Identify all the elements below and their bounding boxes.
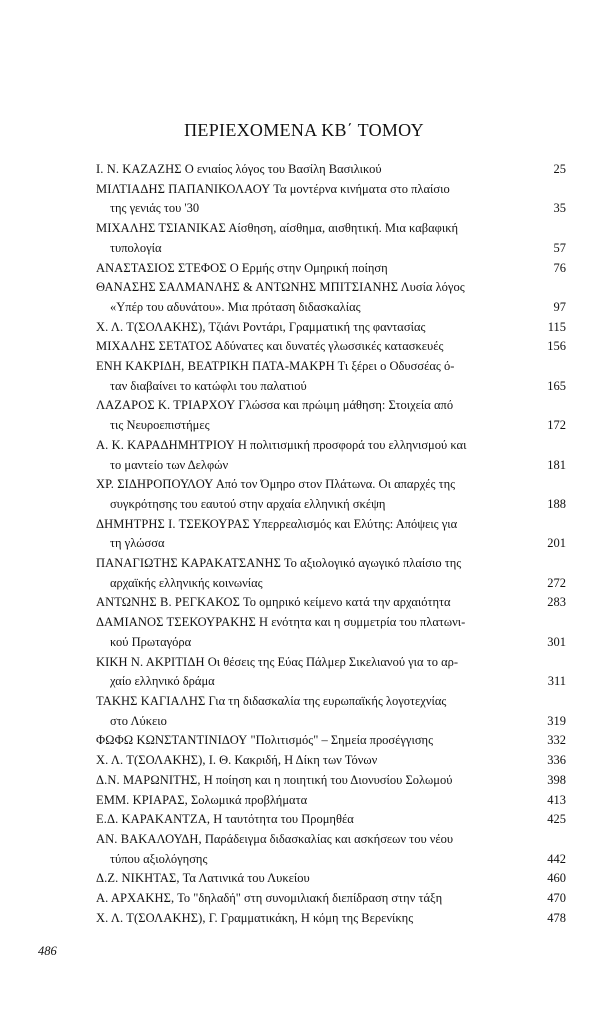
toc-entry-text	[96, 613, 566, 652]
toc-entry-author: ΑΝΑΣΤΑΣΙΟΣ ΣΤΕΦΟΣ	[96, 260, 227, 275]
toc-entry	[96, 180, 566, 219]
toc-entry-title-continuation: χαίο ελληνικό δράμα	[110, 674, 215, 689]
toc-entry	[96, 554, 566, 593]
toc-entry-page-number: 442	[547, 851, 566, 866]
toc-entry-page-number: 311	[547, 674, 566, 689]
toc-entry	[96, 318, 566, 338]
toc-entry-title: Αδύνατες και δυνατές γλωσσικές κατασκευές	[214, 339, 444, 354]
toc-entry-text	[96, 791, 566, 811]
toc-entry-author: Δ.Ζ. ΝΙΚΗΤΑΣ,	[96, 871, 180, 886]
toc-entry-text	[96, 160, 566, 180]
toc-entry	[96, 613, 566, 652]
toc-entry	[96, 593, 566, 613]
toc-entry-text	[96, 869, 566, 889]
toc-entry	[96, 889, 566, 909]
toc-entry-title: "Πολιτισμός" – Σημεία προσέγγισης	[250, 733, 434, 748]
toc-entry-title-continuation: συγκρότησης του εαυτού στην αρχαία ελληνική σκέψη	[110, 496, 386, 511]
toc-entry-title: Ο ενιαίος λόγος του Βασίλη Βασιλικού	[184, 162, 382, 176]
toc-entry-author: ΤΑΚΗΣ ΚΑΓΙΑΛΗΣ	[96, 693, 206, 708]
toc-entry-author: ΜΙΛΤΙΑΔΗΣ ΠΑΠΑΝΙΚΟΛΑΟΥ	[96, 181, 271, 196]
toc-entry-page-number: 188	[547, 496, 566, 511]
toc-entry-page-number: 470	[547, 891, 566, 906]
toc-entry-title: Για τη διδασκαλία της ευρωπαϊκής λογοτεχνίας	[208, 693, 447, 708]
toc-entry-page-number: 57	[553, 240, 566, 255]
toc-entry-page-number: 283	[547, 595, 566, 610]
toc-entry-page-number: 460	[547, 871, 566, 886]
toc-entry-text	[96, 318, 566, 338]
table-of-contents	[96, 160, 566, 928]
toc-entry-title: Τζιάνι Ροντάρι, Γραμματική της φαντασίας	[208, 319, 426, 334]
toc-entry-text	[96, 731, 566, 751]
toc-entry-text	[96, 475, 566, 514]
toc-entry	[96, 692, 566, 731]
toc-entry-author: ΑΝΤΩΝΗΣ Β. ΡΕΓΚΑΚΟΣ	[96, 595, 241, 610]
toc-entry-text	[96, 692, 566, 731]
toc-entry-author: ΚΙΚΗ Ν. ΑΚΡΙΤΙΔΗ	[96, 654, 205, 669]
toc-entry-page-number: 35	[553, 201, 566, 216]
toc-entry-text	[96, 278, 566, 317]
toc-entry-title: Γλώσσα και πρώιμη μάθηση: Στοιχεία από	[238, 398, 454, 413]
toc-entry	[96, 278, 566, 317]
toc-entry-title: Η πολιτισμική προσφορά του ελληνισμού και	[237, 437, 467, 452]
toc-entry-text	[96, 219, 566, 258]
toc-entry-text	[96, 515, 566, 554]
toc-entry	[96, 475, 566, 514]
toc-entry-text	[96, 830, 566, 869]
toc-entry-page-number: 425	[547, 812, 566, 827]
toc-entry-author: ΘΑΝΑΣΗΣ ΣΑΛΜΑΝΛΗΣ & ΑΝΤΩΝΗΣ ΜΠΙΤΣΙΑΝΗΣ	[96, 280, 399, 295]
toc-entry	[96, 771, 566, 791]
toc-entry-text	[96, 436, 566, 475]
toc-entry-author: Χ. Λ. Τ(ΣΟΛΑΚΗΣ),	[96, 319, 206, 334]
page-number: 486	[38, 944, 57, 958]
toc-entry-author: Α. ΑΡΧΑΚΗΣ,	[96, 891, 175, 906]
toc-entry-title-continuation: το μαντείο των Δελφών	[110, 457, 229, 472]
toc-entry-author: ΔΑΜΙΑΝΟΣ ΤΣΕΚΟΥΡΑΚΗΣ	[96, 615, 256, 630]
toc-entry-author: Χ. Λ. Τ(ΣΟΛΑΚΗΣ),	[96, 910, 206, 925]
toc-entry-text	[96, 337, 566, 357]
toc-entry-title: Το ομηρικό κείμενο κατά την αρχαιότητα	[242, 595, 451, 610]
toc-entry-author: ΧΡ. ΣΙΔΗΡΟΠΟΥΛΟΥ	[96, 477, 214, 492]
toc-entry	[96, 436, 566, 475]
toc-entry-page-number: 272	[547, 575, 566, 590]
toc-entry-author: Ι. Ν. ΚΑΖΑΖΗΣ	[96, 162, 182, 176]
toc-entry-title-continuation: κού Πρωταγόρα	[110, 634, 192, 649]
toc-entry-title: Από τον Όμηρο στον Πλάτωνα. Οι απαρχές της	[215, 477, 456, 492]
toc-entry-title: Λυσία λόγος	[400, 280, 465, 295]
toc-entry-text	[96, 593, 566, 613]
toc-entry	[96, 653, 566, 692]
toc-entry-page-number: 478	[547, 910, 566, 925]
toc-entry-text	[96, 259, 566, 279]
toc-entry-author: ΛΑΖΑΡΟΣ Κ. ΤΡΙΑΡΧΟΥ	[96, 398, 236, 413]
toc-entry-page-number: 172	[547, 418, 566, 433]
toc-entry-page-number: 165	[547, 378, 566, 393]
toc-entry-title: Ι. Θ. Κακριδή, Η Δίκη των Τόνων	[208, 753, 378, 768]
toc-entry-page-number: 201	[547, 536, 566, 551]
toc-entry-text	[96, 771, 566, 791]
toc-entry-text	[96, 357, 566, 396]
toc-entry-title-continuation: τις Νευροεπιστήμες	[110, 418, 210, 433]
toc-entry-title-continuation: της γενιάς του '30	[110, 201, 200, 216]
toc-entry-author: Χ. Λ. Τ(ΣΟΛΑΚΗΣ),	[96, 753, 206, 768]
toc-entry-title-continuation: ταν διαβαίνει το κατώφλι του παλατιού	[110, 378, 307, 393]
toc-entry-author: Α. Κ. ΚΑΡΑΔΗΜΗΤΡΙΟΥ	[96, 437, 235, 452]
toc-entry	[96, 219, 566, 258]
toc-entry	[96, 515, 566, 554]
toc-entry-page-number: 156	[547, 339, 566, 354]
toc-entry-title: Το αξιολογικό αγωγικό πλαίσιο της	[283, 556, 462, 571]
page-title: ΠΕΡΙΕΧΟΜΕΝΑ ΚΒ΄ ΤΟΜΟΥ	[184, 120, 424, 140]
toc-entry-text	[96, 554, 566, 593]
toc-entry-text	[96, 180, 566, 219]
toc-entry-title: Ο Ερμής στην Ομηρική ποίηση	[229, 260, 388, 275]
toc-entry	[96, 731, 566, 751]
toc-entry-title-continuation: στο Λύκειο	[110, 713, 167, 728]
toc-entry-author: ΠΑΝΑΓΙΩΤΗΣ ΚΑΡΑΚΑΤΣΑΝΗΣ	[96, 556, 281, 571]
toc-entry-title-continuation: τη γλώσσα	[110, 536, 165, 551]
toc-entry-title-continuation: τυπολογία	[110, 240, 162, 255]
toc-entry-page-number: 336	[547, 753, 566, 768]
toc-entry-title: Τα Λατινικά του Λυκείου	[182, 871, 310, 886]
toc-entry	[96, 357, 566, 396]
toc-entry-page-number: 115	[547, 319, 566, 334]
toc-entry-text	[96, 889, 566, 909]
toc-entry-author: ΜΙΧΑΛΗΣ ΣΕΤΑΤΟΣ	[96, 339, 213, 354]
toc-entry-author: Ε.Δ. ΚΑΡΑΚΑΝΤΖΑ,	[96, 812, 211, 827]
toc-entry-author: Δ.Ν. ΜΑΡΩΝΙΤΗΣ,	[96, 772, 201, 787]
toc-entry-page-number: 319	[547, 713, 566, 728]
toc-entry-title: Τι ξέρει ο Οδυσσέας ό-	[337, 359, 455, 374]
toc-entry-text	[96, 909, 566, 929]
toc-entry	[96, 909, 566, 929]
toc-entry	[96, 791, 566, 811]
toc-entry-page-number: 398	[547, 772, 566, 787]
toc-entry-author: ΕΜΜ. ΚΡΙΑΡΑΣ,	[96, 792, 188, 807]
toc-entry	[96, 160, 566, 180]
toc-entry-author: ΦΩΦΩ ΚΩΝΣΤΑΝΤΙΝΙΔΟΥ	[96, 733, 248, 748]
toc-entry-title: Τα μοντέρνα κινήματα στο πλαίσιο	[273, 181, 450, 196]
toc-entry	[96, 830, 566, 869]
toc-entry-title: Οι θέσεις της Εύας Πάλμερ Σικελιανού για το αρ-	[207, 654, 459, 669]
toc-entry-author: ΜΙΧΑΛΗΣ ΤΣΙΑΝΙΚΑΣ	[96, 221, 226, 236]
toc-entry-page-number: 181	[547, 457, 566, 472]
toc-entry-text	[96, 653, 566, 692]
toc-entry	[96, 869, 566, 889]
toc-entry	[96, 751, 566, 771]
toc-entry-page-number: 332	[547, 733, 566, 748]
toc-entry-page-number: 25	[553, 162, 566, 176]
toc-entry-page-number: 301	[547, 634, 566, 649]
toc-entry-author: ΑΝ. ΒΑΚΑΛΟΥΔΗ,	[96, 831, 202, 846]
toc-entry-title: Παράδειγμα διδασκαλίας και ασκήσεων του νέου	[204, 831, 454, 846]
toc-entry-title: Η ποίηση και η ποιητική του Διονυσίου Σολωμού	[203, 772, 453, 787]
toc-entry-author: ΔΗΜΗΤΡΗΣ Ι. ΤΣΕΚΟΥΡΑΣ	[96, 516, 250, 531]
toc-entry-page-number: 97	[553, 299, 566, 314]
toc-entry-page-number: 76	[553, 260, 566, 275]
toc-entry-author: ΕΝΗ ΚΑΚΡΙΔΗ, ΒΕΑΤΡΙΚΗ ΠΑΤΑ-ΜΑΚΡΗ	[96, 359, 335, 374]
toc-entry-title: Το "δηλαδή" στη συνομιλιακή διεπίδραση στην τάξη	[177, 891, 443, 906]
toc-entry-title-continuation: αρχαϊκής ελληνικής κοινωνίας	[110, 575, 263, 590]
toc-entry-text	[96, 396, 566, 435]
toc-entry	[96, 396, 566, 435]
toc-entry-title: Υπερρεαλισμός και Ελύτης: Απόψεις για	[252, 516, 458, 531]
toc-entry-text	[96, 810, 566, 830]
toc-entry-title: Σολωμικά προβλήματα	[190, 792, 308, 807]
toc-entry-title: Γ. Γραμματικάκη, Η κόμη της Βερενίκης	[208, 910, 414, 925]
toc-entry-title: Η ταυτότητα του Προμηθέα	[213, 812, 354, 827]
toc-entry-page-number: 413	[547, 792, 566, 807]
toc-entry	[96, 810, 566, 830]
toc-entry-title: Η ενότητα και η συμμετρία του πλατωνι-	[259, 615, 466, 630]
toc-entry	[96, 337, 566, 357]
toc-entry-text	[96, 751, 566, 771]
toc-entry-title: Αίσθηση, αίσθημα, αισθητική. Μια καβαφική	[228, 221, 459, 236]
toc-entry-title-continuation: «Υπέρ του αδυνάτου». Μια πρόταση διδασκαλίας	[110, 299, 361, 314]
toc-entry-title-continuation: τύπου αξιολόγησης	[110, 851, 208, 866]
toc-entry	[96, 259, 566, 279]
